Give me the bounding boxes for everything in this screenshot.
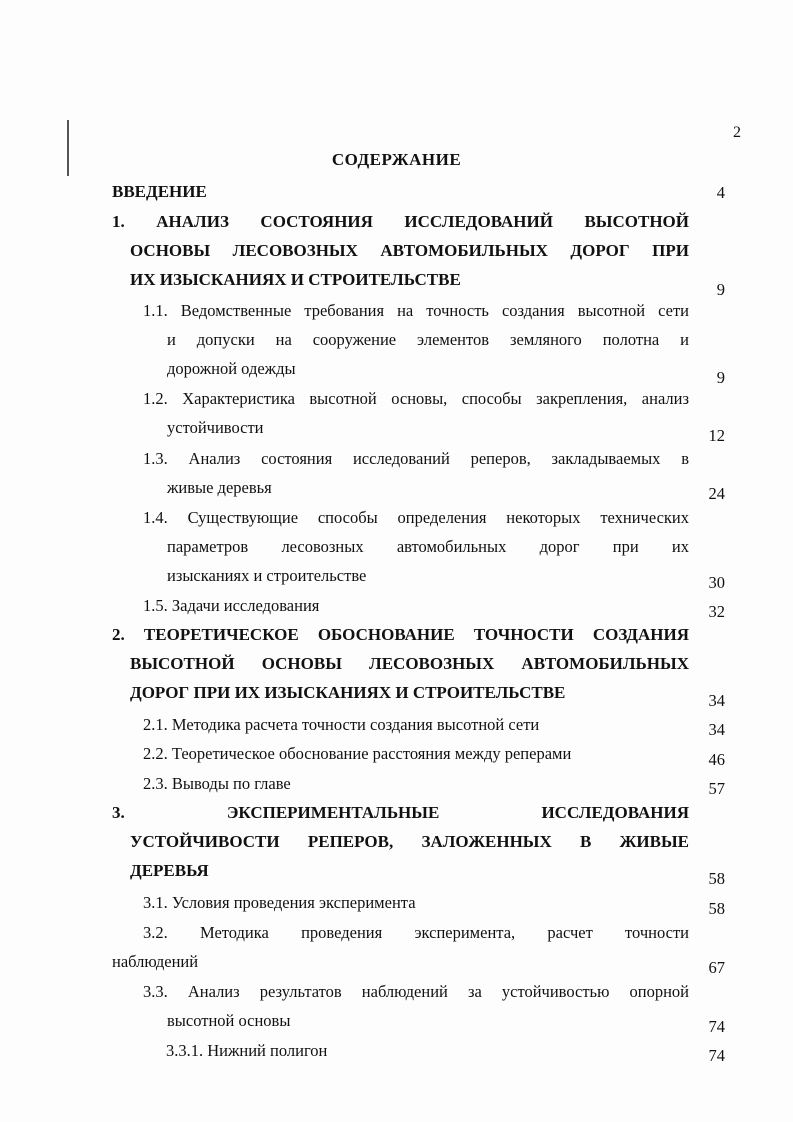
toc-line: живые деревья <box>167 478 272 497</box>
toc-entry[interactable] <box>143 384 689 442</box>
toc-line: 2. ТЕОРЕТИЧЕСКОЕ ОБОСНОВАНИЕ ТОЧНОСТИ СОЗДАНИЯ <box>112 625 689 644</box>
toc-line: 1.1. Ведомственные требования на точность создания высотной сети <box>143 301 689 320</box>
toc-page: 9 <box>716 368 725 387</box>
toc-line: 3.1. Условия проведения эксперимента <box>143 893 416 912</box>
toc-entry[interactable] <box>112 798 689 885</box>
toc-page: 58 <box>708 869 725 888</box>
toc-line: ОСНОВЫ ЛЕСОВОЗНЫХ АВТОМОБИЛЬНЫХ ДОРОГ ПРИ <box>130 241 689 260</box>
toc-line: высотной основы <box>167 1011 291 1030</box>
toc-line: 2.1. Методика расчета точности создания высотной сети <box>143 715 540 734</box>
toc-entry[interactable] <box>143 710 689 739</box>
toc-line: 3.2. Методика проведения эксперимента, расчет точности <box>143 923 689 942</box>
toc-line: 3.3. Анализ результатов наблюдений за устойчивостью опорной <box>143 982 689 1001</box>
toc-entry[interactable] <box>143 888 689 917</box>
toc-line: изысканиях и строительстве <box>167 566 367 585</box>
toc-line: ДЕРЕВЬЯ <box>130 861 209 880</box>
toc-line: ВВЕДЕНИЕ <box>112 182 207 201</box>
toc-line: 3. ЭКСПЕРИМЕНТАЛЬНЫЕ ИССЛЕДОВАНИЯ <box>112 803 689 822</box>
toc-page: 46 <box>708 750 725 769</box>
toc-line: УСТОЙЧИВОСТИ РЕПЕРОВ, ЗАЛОЖЕННЫХ В ЖИВЫЕ <box>130 832 689 851</box>
toc-line: 1.5. Задачи исследования <box>143 596 320 615</box>
toc-page: 24 <box>708 484 725 503</box>
toc-entry[interactable] <box>112 207 689 294</box>
page-number: 2 <box>733 124 741 141</box>
toc-entry[interactable] <box>143 296 689 383</box>
toc-line: 1.3. Анализ состояния исследований реперов, закладываемых в <box>143 449 689 468</box>
toc-entry[interactable] <box>143 503 689 590</box>
toc-page: 57 <box>708 779 725 798</box>
toc-line: ИХ ИЗЫСКАНИЯХ И СТРОИТЕЛЬСТВЕ <box>130 270 461 289</box>
toc-page: 74 <box>708 1046 725 1065</box>
toc-page: 30 <box>708 573 725 592</box>
toc-entry[interactable] <box>143 444 689 502</box>
toc-page: 12 <box>708 426 725 445</box>
toc-line: параметров лесовозных автомобильных дорог при их <box>167 537 689 556</box>
toc-line: наблюдений <box>112 952 199 971</box>
toc-line: 1. АНАЛИЗ СОСТОЯНИЯ ИССЛЕДОВАНИЙ ВЫСОТНОЙ <box>112 212 689 231</box>
toc-line: дорожной одежды <box>167 359 296 378</box>
toc-line: и допуски на сооружение элементов земляного полотна и <box>167 330 689 349</box>
toc-page: 74 <box>708 1017 725 1036</box>
toc-line: 2.3. Выводы по главе <box>143 774 291 793</box>
toc-entry[interactable] <box>166 1036 689 1065</box>
toc-page: 58 <box>708 899 725 918</box>
toc-line: 1.2. Характеристика высотной основы, способы закрепления, анализ <box>143 389 689 408</box>
toc-title: СОДЕРЖАНИЕ <box>331 150 462 169</box>
toc-entry[interactable] <box>112 918 689 976</box>
toc-entry[interactable] <box>143 977 689 1035</box>
toc-line: ВЫСОТНОЙ ОСНОВЫ ЛЕСОВОЗНЫХ АВТОМОБИЛЬНЫХ <box>130 654 689 673</box>
toc-line: 3.3.1. Нижний полигон <box>166 1041 328 1060</box>
toc-page: 67 <box>708 958 725 977</box>
toc-page: 9 <box>716 280 725 299</box>
toc-entry[interactable] <box>143 739 689 768</box>
toc-page: 32 <box>708 602 725 621</box>
toc-line: ДОРОГ ПРИ ИХ ИЗЫСКАНИЯХ И СТРОИТЕЛЬСТВЕ <box>130 683 566 702</box>
toc-entry[interactable] <box>143 591 689 620</box>
toc-page: 4 <box>716 183 725 202</box>
toc-line: 2.2. Теоретическое обоснование расстояния между реперами <box>143 744 572 763</box>
toc-line: устойчивости <box>167 418 264 437</box>
toc-entry[interactable] <box>112 177 689 206</box>
toc-entry[interactable] <box>143 769 689 798</box>
toc-entry[interactable] <box>112 620 689 707</box>
toc-page: 34 <box>708 720 725 739</box>
toc-line: 1.4. Существующие способы определения некоторых технических <box>143 508 689 527</box>
toc-page: 34 <box>708 691 725 710</box>
